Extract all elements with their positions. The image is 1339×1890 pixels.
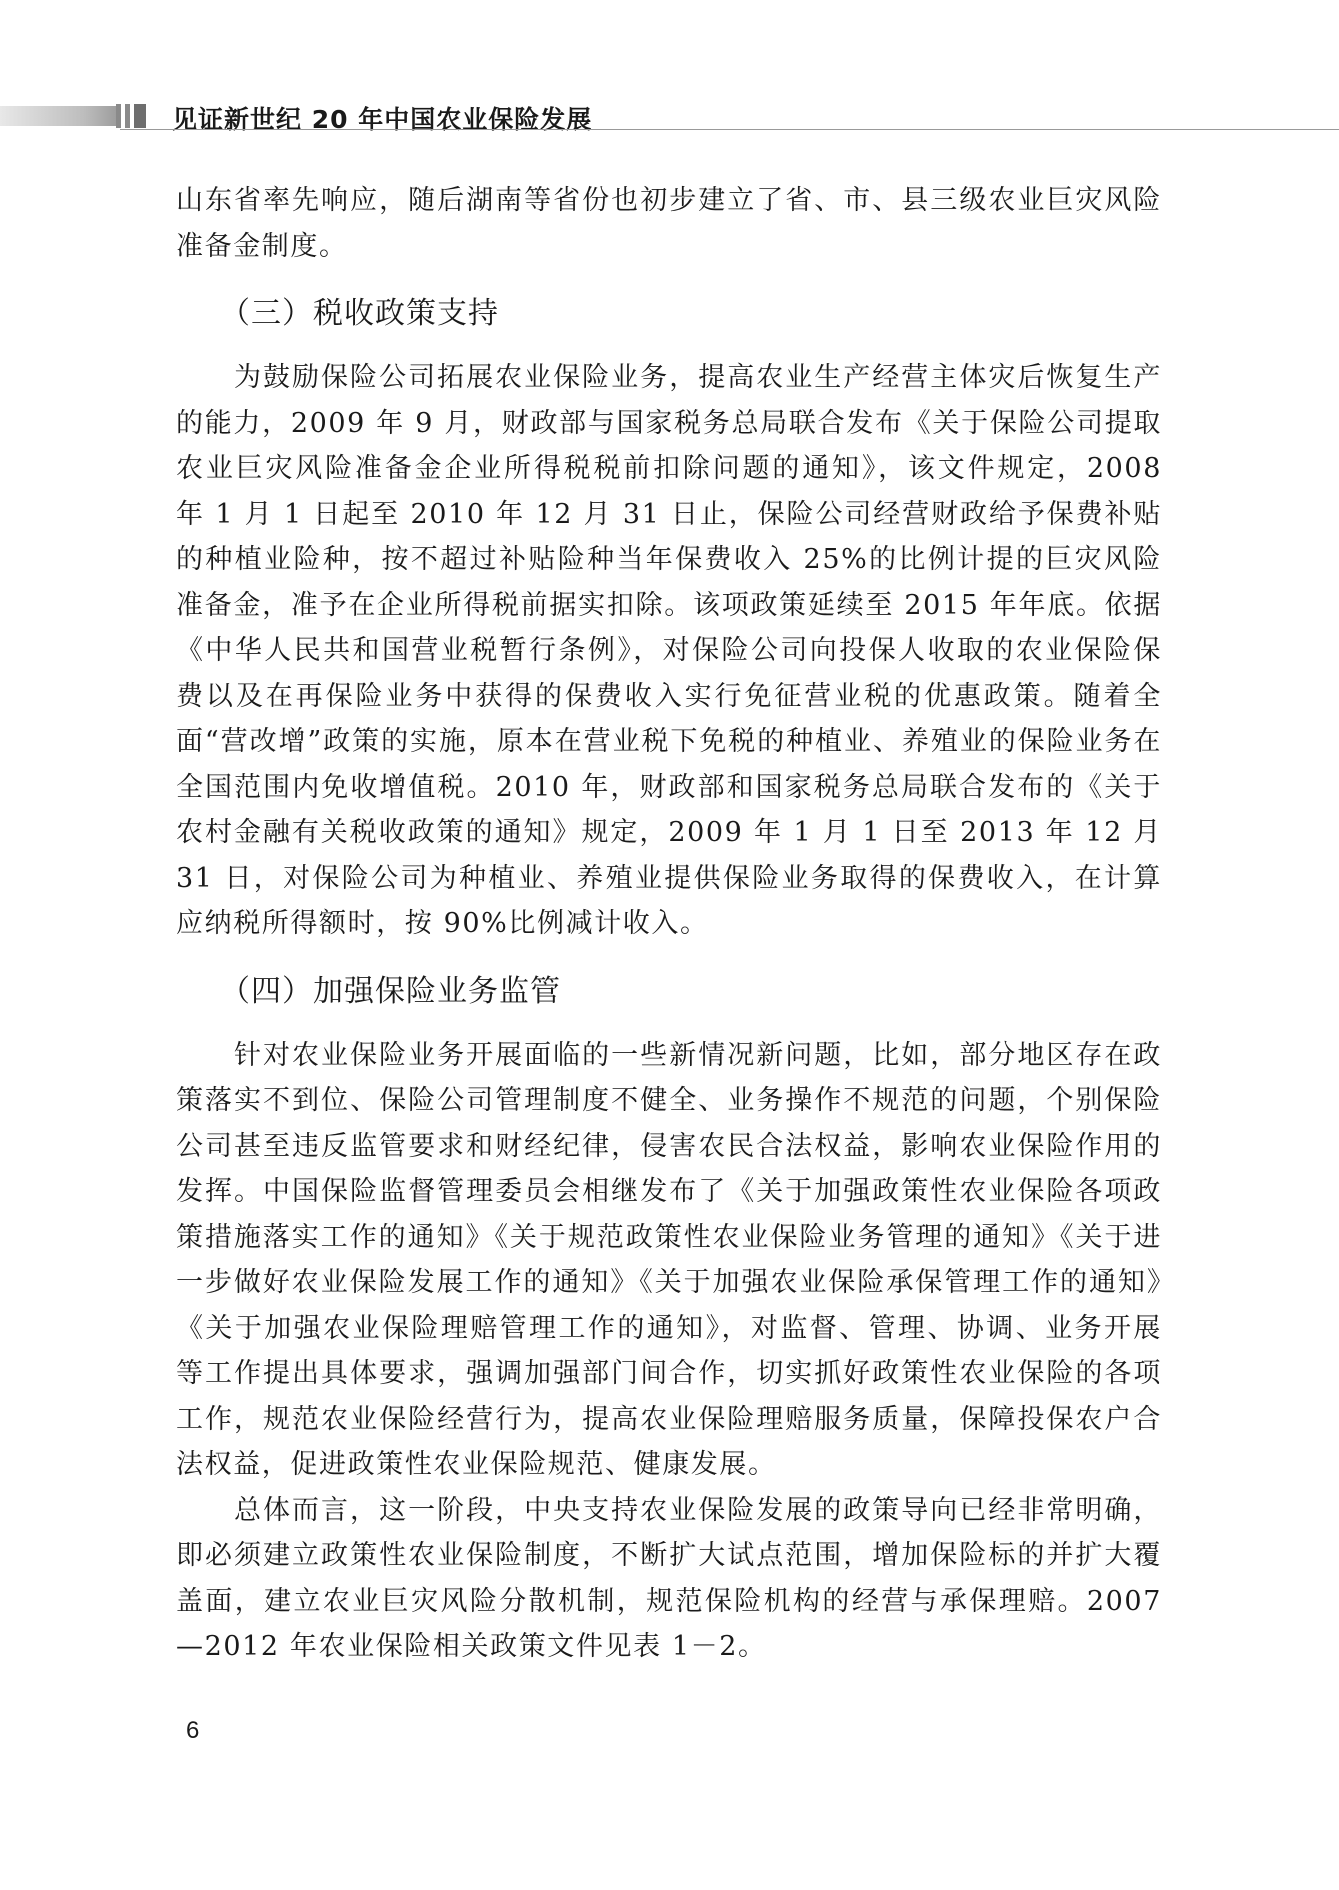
paragraph-supervision: 针对农业保险业务开展面临的一些新情况新问题，比如，部分地区存在政策落实不到位、保险公司管理制度不健全、业务操作不规范的问题，个别保险公司甚至违反监管要求和财经纪律，侵害农民合法权益，影响农业保险作用的发挥。中国保险监督管理委员会相继发布了《关于加强政策性农业保险各项政策措施落实工作的通知》《关于规范政策性农业保险业务管理的通知》《关于进一步做好农业保险发展工作的通知》《关于加强农业保险承保管理工作的通知》《关于加强农业保险理赔管理工作的通知》，对监督、管理、协调、业务开展等工作提出具体要求，强调加强部门间合作，切实抓好政策性农业保险的各项工作，规范农业保险经营行为，提高农业保险理赔服务质量，保障投保农户合法权益，促进政策性农业保险规范、健康发展。 [176,1039,1162,1480]
header-stripes [116,104,146,128]
section-heading-tax-policy: （三）税收政策支持 [220,296,499,331]
paragraph-tax-policy: 为鼓励保险公司拓展农业保险业务，提高农业生产经营主体灾后恢复生产的能力，2009 年 9 月，财政部与国家税务总局联合发布《关于保险公司提取农业巨灾风险准备金企业所得税税前扣除问题的通知》，该文件规定，2008 年 1 月 1 日起至 2010 年 12 月 31 日止，保险公司经营财政给予保费补贴的种植业险种，按不超过补贴险种当年保费收入 25%的比例计提的巨灾风险准备金，准予在企业所得税前据实扣除。该项政策延续至 2015 年年底。依据《中华人民共和国营业税暂行条例》，对保险公司向投保人收取的农业保险保费以及在再保险业务中获得的保费收入实行免征营业税的优惠政策。随着全面“营改增”政策的实施，原本在营业税下免税的种植业、养殖业的保险业务在全国范围内免收增值税。2010 年，财政部和国家税务总局联合发布的《关于农村金融有关税收政策的通知》规定，2009 年 1 月 1 日至 2013 年 12 月 31 日，对保险公司为种植业、养殖业提供保险业务取得的保费收入，在计算应纳税所得额时，按 90%比例减计收入。 [176,362,1162,939]
running-header [0,96,1339,132]
paragraph-continued: 山东省率先响应，随后湖南等省份也初步建立了省、市、县三级农业巨灾风险准备金制度。 [176,185,1162,262]
header-gradient-bar [0,106,120,126]
page-body [176,178,1162,1670]
paragraph-summary: 总体而言，这一阶段，中央支持农业保险发展的政策导向已经非常明确，即必须建立政策性农业保险制度，不断扩大试点范围，增加保险标的并扩大覆盖面，建立农业巨灾风险分散机制，规范保险机构的经营与承保理赔。2007—2012 年农业保险相关政策文件见表 1－2。 [176,1494,1162,1662]
header-rule [120,129,1339,130]
page-number: 6 [186,1717,200,1744]
section-heading-supervision: （四）加强保险业务监管 [220,973,561,1009]
book-title: 见证新世纪 20 年中国农业保险发展 [172,105,593,134]
